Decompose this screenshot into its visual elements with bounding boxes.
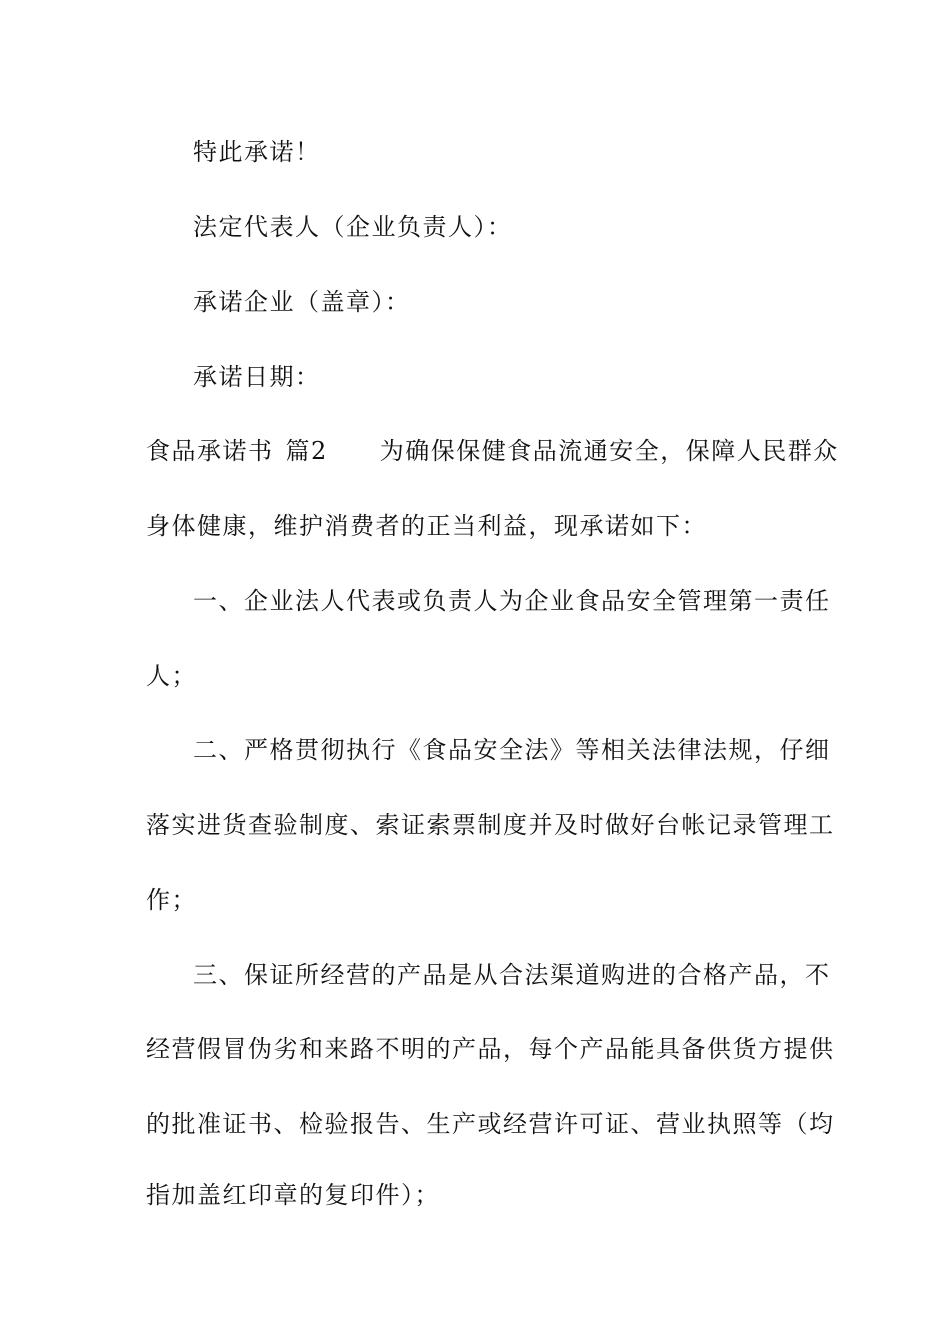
section-heading-line [146, 436, 839, 466]
paragraph-line: 人； [146, 662, 197, 690]
section-title: 食品承诺书 [146, 437, 274, 465]
paragraph-line: 三、保证所经营的产品是从合法渠道购进的合格产品，不 [193, 961, 831, 989]
paragraph-line: 落实进货查验制度、索证索票制度并及时做好台帐记录管理工 [146, 811, 835, 839]
paragraph-line: 经营假冒伪劣和来路不明的产品，每个产品能具备供货方提供 [146, 1035, 835, 1063]
paragraph-line: 一、企业法人代表或负责人为企业食品安全管理第一责任 [193, 587, 831, 615]
paragraph-line: 二、严格贯彻执行《食品安全法》等相关法律法规，仔细 [193, 736, 831, 764]
company-seal-label: 承诺企业（盖章）： [193, 288, 411, 316]
section-intro-text: 为确保保健食品流通安全，保障人民群众 [379, 437, 839, 465]
closing-statement: 特此承诺！ [193, 138, 321, 166]
legal-representative-label: 法定代表人（企业负责人）： [193, 213, 513, 241]
section-part-label: 篇2 [285, 437, 328, 465]
paragraph-line: 作； [146, 886, 197, 914]
paragraph-line: 的批准证书、检验报告、生产或经营许可证、营业执照等（均 [146, 1110, 835, 1138]
commitment-date-label: 承诺日期： [193, 363, 321, 391]
paragraph-line: 指加盖红印章的复印件）； [146, 1181, 440, 1209]
paragraph-line: 身体健康，维护消费者的正当利益，现承诺如下： [146, 512, 707, 540]
